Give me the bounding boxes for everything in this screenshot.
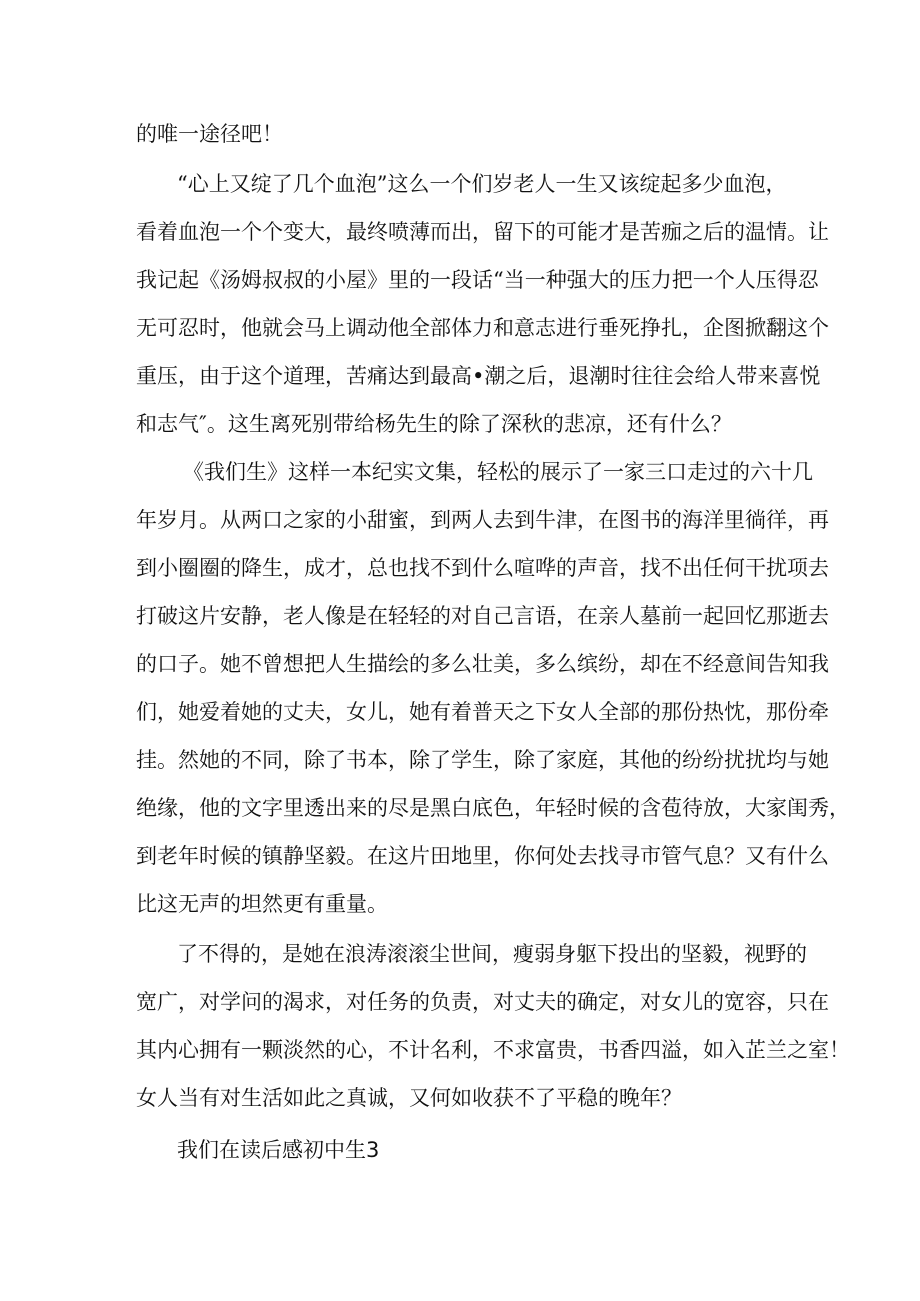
text-line: 比这无声的坦然更有重量。: [136, 892, 388, 916]
text-line: 《我们生》这样一本纪实文集，轻松的展示了一家三口走过的六十几: [183, 460, 813, 484]
text-line: 看着血泡一个个变大，最终喷薄而出，留下的可能才是苦痂之后的温情。让: [136, 220, 829, 244]
text-line: 绝缘，他的文字里透出来的尽是黑白底色，年轻时候的含苞待放，大家闺秀，: [136, 796, 850, 820]
section-heading: 我们在读后感初中生3: [177, 1138, 380, 1162]
text-line: 了不得的，是她在浪涛滚滚尘世间，瘦弱身躯下投出的坚毅，视野的: [177, 942, 807, 966]
text-line: “心上又绽了几个血泡”这么一个们岁老人一生又该绽起多少血泡，: [177, 172, 787, 196]
text-line: 宽广，对学问的渴求，对任务的负责，对丈夫的确定，对女儿的宽容，只在: [136, 990, 829, 1014]
text-line: 重压，由于这个道理，苦痛达到最高•潮之后，退潮时往往会给人带来喜悦: [136, 364, 821, 388]
text-line: 女人当有对生活如此之真诚，又何如收获不了平稳的晚年？: [136, 1086, 682, 1110]
text-line: 挂。然她的不同，除了书本，除了学生，除了家庭，其他的纷纷扰扰均与她: [136, 748, 829, 772]
text-line: 到老年时候的镇静坚毅。在这片田地里，你何处去找寻市管气息？又有什么: [136, 844, 829, 868]
text-line: 的口子。她不曾想把人生描绘的多么壮美，多么缤纷，却在不经意间告知我: [136, 652, 829, 676]
text-line: 的唯一途径吧！: [136, 122, 283, 146]
text-line: 我记起《汤姆叔叔的小屋》里的一段话“当一种强大的压力把一个人压得忍: [136, 268, 819, 292]
text-line: 打破这片安静，老人像是在轻轻的对自己言语，在亲人墓前一起回忆那逝去: [136, 604, 829, 628]
text-line: 们，她爱着她的丈夫，女儿，她有着普天之下女人全部的那份热忱，那份牵: [136, 700, 829, 724]
text-line: 年岁月。从两口之家的小甜蜜，到两人去到牛津，在图书的海洋里徜徉，再: [136, 508, 829, 532]
text-line: 到小圈圈的降生，成才，总也找不到什么喧哗的声音，找不出任何干扰项去: [136, 556, 829, 580]
text-line: 无可忍时，他就会马上调动他全部体力和意志进行垂死挣扎，企图掀翻这个: [136, 316, 829, 340]
text-line: 和志气″。这生离死别带给杨先生的除了深秋的悲凉，还有什么？: [136, 412, 732, 436]
text-line: 其内心拥有一颗淡然的心，不计名利，不求富贵，书香四溢，如入芷兰之室！: [136, 1038, 850, 1062]
